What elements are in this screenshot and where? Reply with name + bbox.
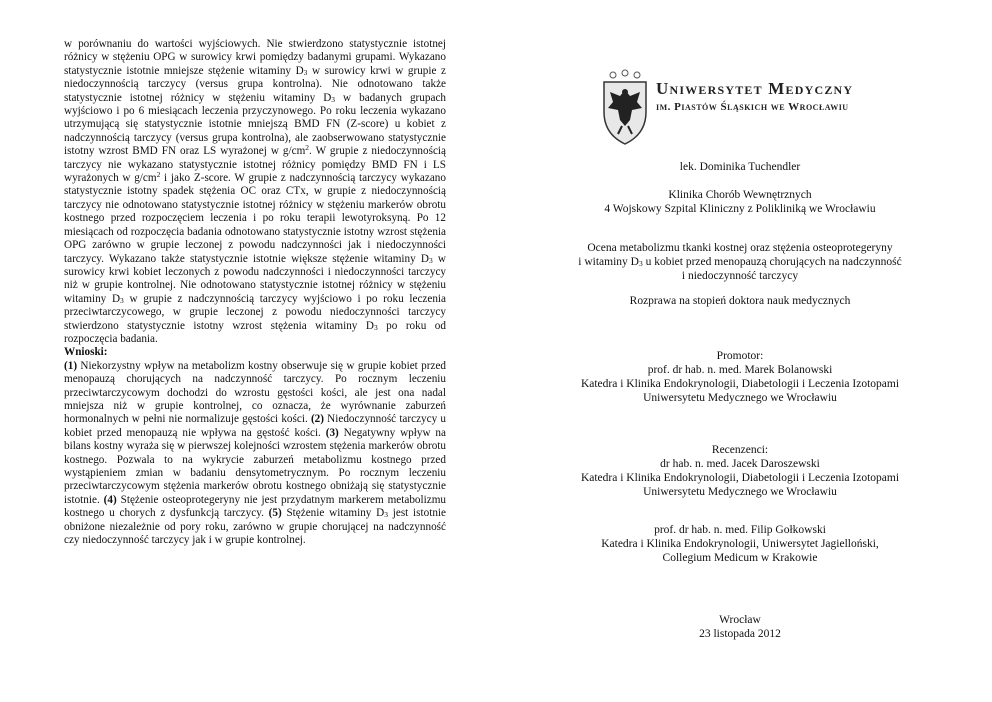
university-name: Uniwersytet Medyczny [656,79,854,98]
thesis-title-line-1: Ocena metabolizmu tkanki kostnej oraz stężenia osteoprotegeryny [587,242,893,254]
clinic-line-2: 4 Wojskowy Szpital Kliniczny z Polikliniką we Wrocławiu [604,203,876,215]
conclusions-heading: Wnioski: [64,346,108,359]
reviewer-1-affiliation-2: Uniwersytetu Medycznego we Wrocławiu [643,486,837,498]
reviewer-1-name: dr hab. n. med. Jacek Daroszewski [660,458,820,470]
reviewer-2-affiliation-2: Collegium Medicum w Krakowie [662,552,818,564]
university-eagle-logo [600,68,650,146]
clinic-line-1: Klinika Chorób Wewnętrznych [668,189,812,201]
conclusions-paragraph: (1) Niekorzystny wpływ na metabolizm kostny obserwuje się w grupie kobiet przed menopauzą chorujących na nadczynność tarczycy. Po rocznym leczeniu przeciwtarczycowym dochodzi do wzrostu gęstości kości, ale jest ona nadal mniejsza niż w grupie kontrolnej, co oznacza, że wyrównanie zaburzeń hormonalnych w pełni nie normalizuje gęstości kości. (2) Niedoczynność tarczycy u kobiet przed menopauzą nie wpływa na gęstość kości. (3) Negatywny wpływ na bilans kostny wyraża się w pierwszej kolejności wzrostem stężenia markerów obrotu kostnego. Pozwala to na wykrycie zaburzeń metabolizmu kostnego przed wystąpieniem zmian w badaniu densytometrycznym. Po rocznym leczeniu przeciwtarczycowym stężenia markerów obrotu kostnego obniżają się statystycznie istotnie. (4) Stężenie osteoprotegeryny nie jest przydatnym markerem metabolizmu kostnego u chorych z dysfunkcją tarczycy. (5) Stężenie witaminy $D_3$ jest istotnie obniżone niezależnie od pory roku, zarówno w grupie chorującej na nadczynność czy niedoczynność tarczycy jak i w grupie kontrolnej. [64,359,446,547]
reviewer-1-affiliation-1: Katedra i Klinika Endokrynologii, Diabetologii i Leczenia Izotopami [580,472,900,484]
promotor-affiliation-1: Katedra i Klinika Endokrynologii, Diabetologii i Leczenia Izotopami [580,378,900,390]
reviewers-label: Recenzenci: [711,444,769,456]
thesis-title-line-2: i witaminy $D_3$ u kobiet przed menopauzą chorujących na nadczynność [578,256,902,268]
thesis-title-line-3: i niedoczynność tarczycy [681,270,799,282]
promotor-affiliation-2: Uniwersytetu Medycznego we Wrocławiu [643,392,837,404]
title-page [530,0,950,702]
place: Wrocław [719,614,761,626]
reviewer-2-affiliation-1: Katedra i Klinika Endokrynologii, Uniwersytet Jagielloński, [601,538,879,550]
promotor-label: Promotor: [716,350,764,362]
results-paragraph: w porównaniu do wartości wyjściowych. Nie stwierdzono statystycznie istotnej różnicy w stężeniu OPG w surowicy krwi pomiędzy badanymi grupami. Wykazano statystycznie istotnie mniejsze stężenie witaminy $D_3$ w surowicy krwi w grupie z niedoczynnością tarczycy (versus grupa kontrolna). Nie odnotowano także statystycznie istotnej różnicy w stężeniu witaminy $D_3$ w badanych grupach wyjściowo i po 6 miesiącach leczenia przyczynowego. Po roku leczenia wykazano utrzymującą się statystycznie istotnie mniejszą BMD FN (Z-score) u kobiet z nadczynnością tarczycy (versus grupa kontrolna), ale zaobserwowano statystycznie istotny wzrost BMD FN oraz LS wyrażonej w $g/cm^2$. W grupie z niedoczynnością tarczycy nie wykazano statystycznie istotnej różnicy pomiędzy BMD FN i LS wyrażonych w $g/cm^2$ i jako Z-score. W grupie z nadczynnością tarczycy wykazano statystycznie istotny spadek stężenia OC oraz CTx, w grupie z niedoczynnością tarczycy nie odnotowano statystycznie istotnej różnicy w stężeniu markerów obrotu kostnego przed rozpoczęciem leczenia i po roku terapii lewotyroksyną. Po 12 miesiącach od rozpoczęcia badania odnotowano statystycznie istotny wzrost stężenia OPG zarówno w grupie leczonej z powodu nadczynności jak i niedoczynności tarczycy. Wykazano także statystycznie istotnie większe stężenie witaminy $D_3$ w surowicy krwi kobiet leczonych z powodu nadczynności i niedoczynności tarczycy niż w grupie kontrolnej. Nie odnotowano statystycznie istotnej różnicy w stężeniu witaminy $D_3$ w grupie z nadczynnością tarczycy wyjściowo i po roku leczenia przeciwtarczycowego, w grupie leczonej z powodu niedoczynności tarczycy stwierdzono statystycznie istotny wzrost stężenia witaminy $D_3$ po roku od rozpoczęcia badania. [64,38,447,345]
thesis-type: Rozprawa na stopień doktora nauk medycznych [629,295,851,307]
date: 23 listopada 2012 [699,628,781,640]
university-subtitle: im. Piastów Śląskich we Wrocławiu [656,101,849,113]
promotor-name: prof. dr hab. n. med. Marek Bolanowski [647,364,833,376]
reviewer-2-name: prof. dr hab. n. med. Filip Gołkowski [654,524,826,536]
author-name: lek. Dominika Tuchendler [679,161,801,173]
summary-column [64,38,446,547]
